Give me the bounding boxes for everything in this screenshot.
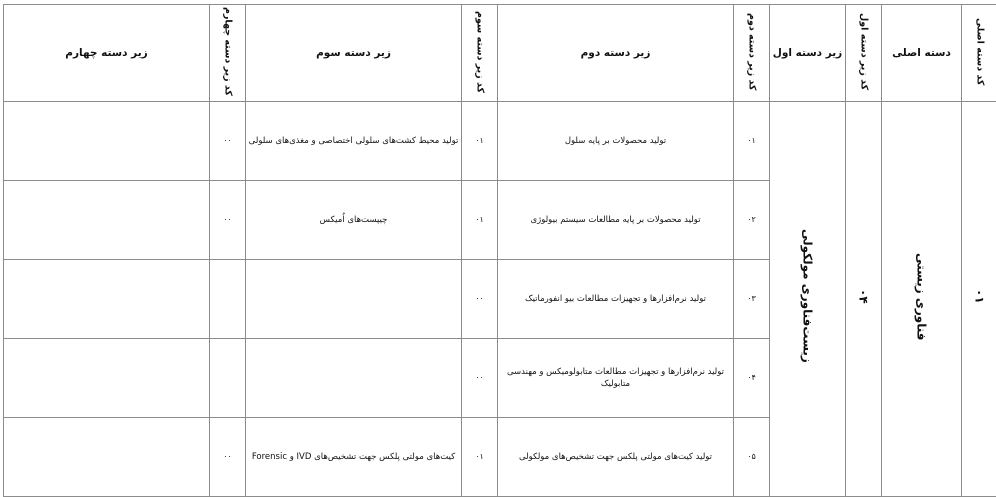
sub4-code-cell: ۰۰ bbox=[210, 418, 246, 497]
header-sub3-code: کد زیر دسته سوم bbox=[462, 5, 498, 102]
sub2-code-cell: ۰۵ bbox=[734, 418, 770, 497]
sub3-cell bbox=[246, 339, 462, 418]
sub2-cell: تولید محصولات بر پایه مطالعات سیستم بیولوژی bbox=[498, 181, 734, 260]
header-sub3: زیر دسته سوم bbox=[246, 5, 462, 102]
header-row bbox=[4, 5, 996, 102]
sub3-cell bbox=[246, 260, 462, 339]
sub3-code-cell: ۰۱ bbox=[462, 102, 498, 181]
sub4-cell bbox=[4, 339, 210, 418]
sub2-code-cell: ۰۲ bbox=[734, 181, 770, 260]
category-table bbox=[3, 4, 996, 497]
sub2-cell: تولید کیت‌های مولتی پلکس جهت تشخیص‌های مولکولی bbox=[498, 418, 734, 497]
sub1-code-cell: ۰۴ bbox=[846, 102, 882, 497]
sub4-cell bbox=[4, 102, 210, 181]
sub3-cell: چیپست‌های اُمیکس bbox=[246, 181, 462, 260]
main-name-cell: فناوری زیستی bbox=[882, 102, 962, 497]
main-code-cell: ۰۱ bbox=[962, 102, 996, 497]
header-sub1-code: کد زیر دسته اول bbox=[846, 5, 882, 102]
header-sub2: زیر دسته دوم bbox=[498, 5, 734, 102]
sub2-code-cell: ۰۳ bbox=[734, 260, 770, 339]
sub3-code-cell: ۰۰ bbox=[462, 339, 498, 418]
sub2-cell: تولید نرم‌افزارها و تجهیزات مطالعات بیو انفورماتیک bbox=[498, 260, 734, 339]
header-main: دسته اصلی bbox=[882, 5, 962, 102]
sub2-code-cell: ۰۴ bbox=[734, 339, 770, 418]
header-sub1: زیر دسته اول bbox=[770, 5, 846, 102]
sub4-code-cell: ۰۰ bbox=[210, 181, 246, 260]
sub2-code-cell: ۰۱ bbox=[734, 102, 770, 181]
sub4-code-cell: ۰۰ bbox=[210, 102, 246, 181]
sub4-cell bbox=[4, 260, 210, 339]
table-row bbox=[4, 102, 996, 181]
sub1-name-cell: زیست‌فناوری مولکولی bbox=[770, 102, 846, 497]
sub3-code-cell: ۰۱ bbox=[462, 418, 498, 497]
header-sub4-code: کد زیر دسته چهارم bbox=[210, 5, 246, 102]
header-sub4: زیر دسته چهارم bbox=[4, 5, 210, 102]
sub2-cell: تولید محصولات بر پایه سلول bbox=[498, 102, 734, 181]
sub4-cell bbox=[4, 181, 210, 260]
sub3-code-cell: ۰۰ bbox=[462, 260, 498, 339]
header-main-code: کد دسته اصلی bbox=[962, 5, 996, 102]
sub4-cell bbox=[4, 418, 210, 497]
header-sub2-code: کد زیر دسته دوم bbox=[734, 5, 770, 102]
sub3-cell: کیت‌های مولتی پلکس جهت تشخیص‌های IVD و Forensic bbox=[246, 418, 462, 497]
sub4-code-cell bbox=[210, 339, 246, 418]
sub4-code-cell bbox=[210, 260, 246, 339]
sub3-cell: تولید محیط کشت‌های سلولی اختصاصی و مغذی‌های سلولی bbox=[246, 102, 462, 181]
sub2-cell: تولید نرم‌افزارها و تجهیزات مطالعات متابولومیکس و مهندسی متابولیک bbox=[498, 339, 734, 418]
sub3-code-cell: ۰۱ bbox=[462, 181, 498, 260]
